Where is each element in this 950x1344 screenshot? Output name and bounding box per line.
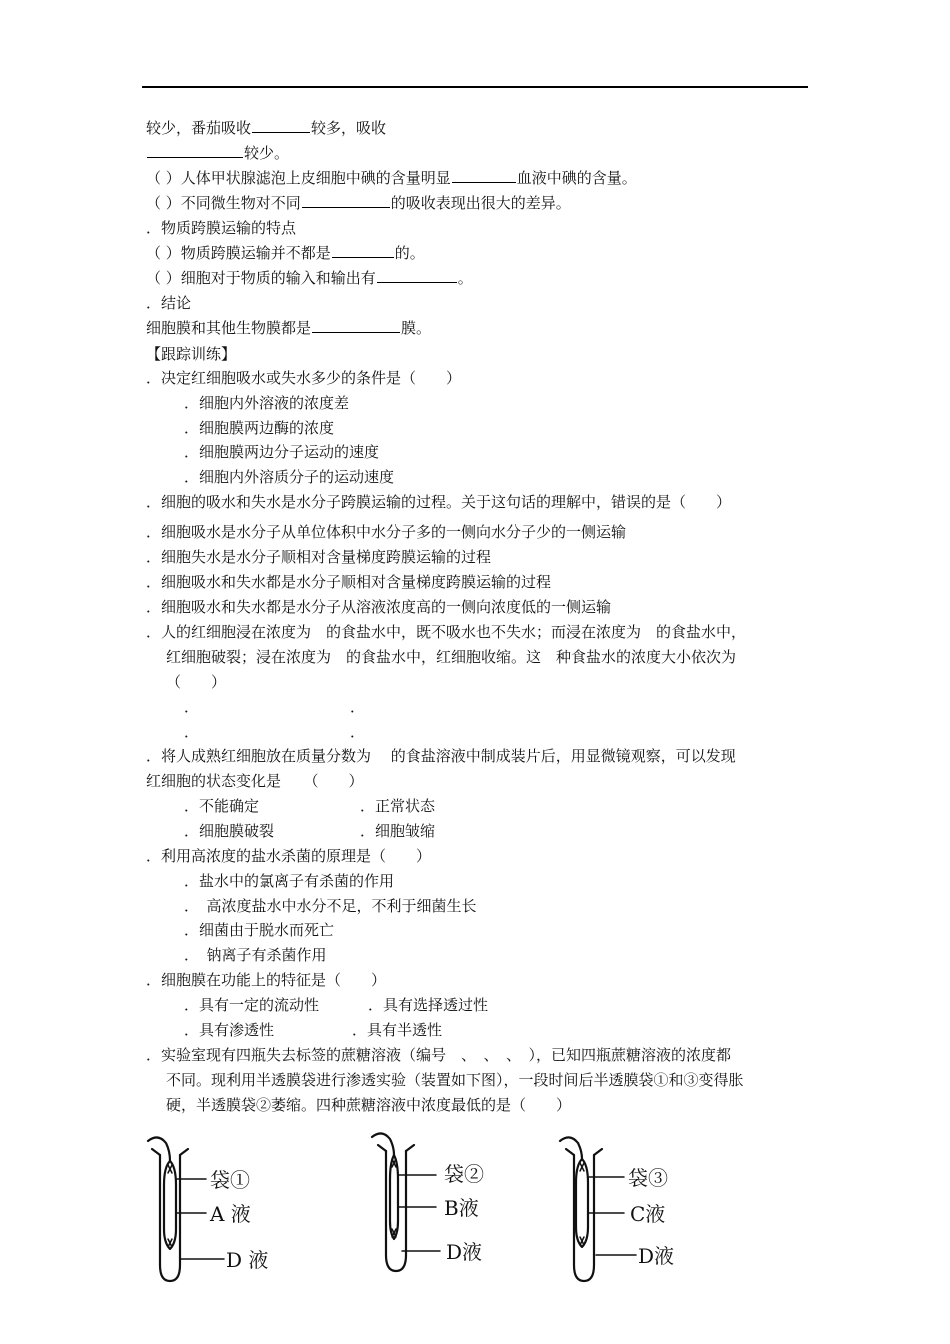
question-stem: 红细胞破裂；浸在浓度为 的食盐水中，红细胞收缩。这 种食盐水的浓度大小依次为 bbox=[166, 648, 737, 666]
fill-blank[interactable] bbox=[332, 243, 394, 258]
tube1-inner-label: A 液 bbox=[210, 1202, 251, 1226]
option-d[interactable]: ．具有半透性 bbox=[352, 1021, 443, 1039]
fill-blank[interactable] bbox=[252, 118, 310, 133]
tube2-bag-label: 袋② bbox=[444, 1162, 484, 1186]
question-stem: ．细胞的吸水和失水是水分子跨膜运输的过程。关于这句话的理解中，错误的是（ ） bbox=[146, 493, 732, 511]
question-stem: 不同。现利用半透膜袋进行渗透实验（装置如下图），一段时间后半透膜袋①和③变得胀 bbox=[166, 1071, 744, 1089]
question-stem: 红细胞的状态变化是 （ ） bbox=[146, 772, 364, 790]
tube2-inner-label: B液 bbox=[444, 1196, 479, 1220]
option-a[interactable]: ．细胞吸水是水分子从单位体积中水分子多的一侧向水分子少的一侧运输 bbox=[146, 523, 627, 541]
option-b[interactable]: ． bbox=[350, 698, 366, 716]
option-c[interactable]: ．细胞吸水和失水都是水分子顺相对含量梯度跨膜运输的过程 bbox=[146, 573, 552, 591]
tube1-bag-label: 袋① bbox=[210, 1168, 250, 1192]
tube2-outer-label: D液 bbox=[446, 1240, 483, 1264]
text-line: （ ）物质跨膜运输并不都是 的。 bbox=[146, 244, 425, 262]
text-line: （ ）不同微生物对不同 的吸收表现出很大的差异。 bbox=[146, 194, 571, 212]
option-a[interactable]: ．细胞内外溶液的浓度差 bbox=[184, 394, 350, 412]
option-c[interactable]: ． bbox=[184, 723, 200, 741]
osmosis-figure bbox=[140, 1125, 700, 1290]
question-stem: 硬，半透膜袋②萎缩。四种蔗糖溶液中浓度最低的是（ ） bbox=[166, 1096, 572, 1114]
option-b[interactable]: ．正常状态 bbox=[360, 797, 436, 815]
tube3-inner-label: C液 bbox=[630, 1202, 666, 1226]
option-a[interactable]: ．盐水中的氯离子有杀菌的作用 bbox=[184, 872, 395, 890]
option-d[interactable]: ．细胞内外溶质分子的运动速度 bbox=[184, 468, 395, 486]
question-stem: ．人的红细胞浸在浓度为 的食盐水中，既不吸水也不失水；而浸在浓度为 的食盐水中， bbox=[146, 623, 747, 641]
tube1-outer-label: D 液 bbox=[226, 1248, 269, 1272]
option-a[interactable]: ． bbox=[184, 698, 200, 716]
text-line: （ ）人体甲状腺滤泡上皮细胞中碘的含量明显 血液中碘的含量。 bbox=[146, 169, 637, 187]
question-stem: ．将人成熟红细胞放在质量分数为 的食盐溶液中制成装片后，用显微镜观察，可以发现 bbox=[146, 747, 736, 765]
text-line: 细胞膜和其他生物膜都是 膜。 bbox=[146, 319, 432, 337]
question-stem: ．决定红细胞吸水或失水多少的条件是（ ） bbox=[146, 369, 462, 387]
option-c[interactable]: ．具有渗透性 bbox=[184, 1021, 275, 1039]
fill-blank[interactable] bbox=[377, 268, 457, 283]
option-c[interactable]: ．细胞膜破裂 bbox=[184, 822, 275, 840]
option-a[interactable]: ．具有一定的流动性 bbox=[184, 996, 320, 1014]
section-heading: ．结论 bbox=[146, 294, 192, 312]
option-b[interactable]: ．具有选择透过性 bbox=[368, 996, 489, 1014]
option-c[interactable]: ．细菌由于脱水而死亡 bbox=[184, 921, 335, 939]
fill-blank[interactable] bbox=[312, 318, 400, 333]
section-heading: ．物质跨膜运输的特点 bbox=[146, 219, 297, 237]
option-d[interactable]: ．细胞皱缩 bbox=[360, 822, 436, 840]
header-rule bbox=[142, 86, 808, 88]
option-a[interactable]: ．不能确定 bbox=[184, 797, 260, 815]
test-tube-2 bbox=[372, 1133, 440, 1271]
test-tube-3 bbox=[560, 1137, 636, 1281]
tube3-bag-label: 袋③ bbox=[628, 1166, 668, 1190]
option-b[interactable]: ．细胞失水是水分子顺相对含量梯度跨膜运输的过程 bbox=[146, 548, 492, 566]
option-d[interactable]: ． bbox=[350, 723, 366, 741]
section-title: 【跟踪训练】 bbox=[146, 345, 237, 363]
option-d[interactable]: ．细胞吸水和失水都是水分子从溶液浓度高的一侧向浓度低的一侧运输 bbox=[146, 598, 612, 616]
text-line: （ ）细胞对于物质的输入和输出有 。 bbox=[146, 269, 473, 287]
question-stem: ．细胞膜在功能上的特征是（ ） bbox=[146, 971, 387, 989]
question-stem: ．利用高浓度的盐水杀菌的原理是（ ） bbox=[146, 847, 432, 865]
question-stem: （ ） bbox=[166, 673, 227, 691]
fill-blank[interactable] bbox=[452, 168, 516, 183]
text-line: 较少，番茄吸收 较多，吸收 bbox=[146, 119, 387, 137]
option-b[interactable]: ．细胞膜两边酶的浓度 bbox=[184, 419, 335, 437]
fill-blank[interactable] bbox=[302, 193, 390, 208]
option-d[interactable]: ． 钠离子有杀菌作用 bbox=[184, 946, 327, 964]
option-b[interactable]: ． 高浓度盐水中水分不足，不利于细菌生长 bbox=[184, 897, 477, 915]
question-stem: ．实验室现有四瓶失去标签的蔗糖溶液（编号 、 、 、 ），已知四瓶蔗糖溶液的浓度都 bbox=[146, 1046, 732, 1064]
option-c[interactable]: ．细胞膜两边分子运动的速度 bbox=[184, 443, 380, 461]
fill-blank[interactable] bbox=[147, 143, 243, 158]
tube3-outer-label: D液 bbox=[638, 1244, 675, 1268]
text-line: 较少。 bbox=[146, 143, 289, 163]
